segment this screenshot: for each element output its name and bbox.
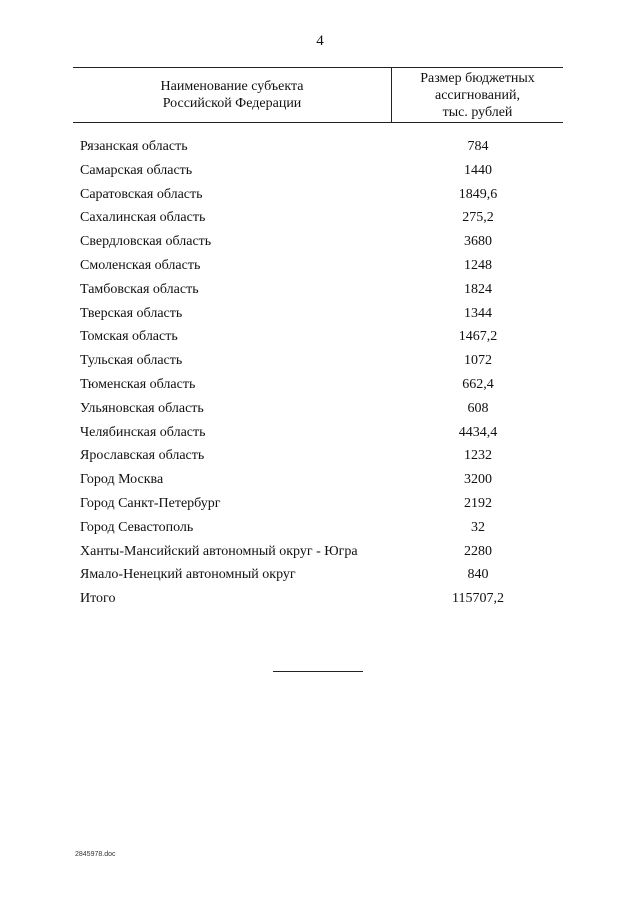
subject-name: Ямало-Ненецкий автономный округ	[80, 567, 296, 583]
budget-value: 1824	[464, 281, 492, 297]
subject-name: Челябинская область	[80, 424, 206, 440]
table-row	[0, 470, 640, 494]
column-header-budget-line: ассигнований,	[435, 88, 520, 103]
table-row	[0, 280, 640, 304]
table-row	[0, 327, 640, 351]
subject-name: Тюменская область	[80, 376, 196, 392]
budget-value: 32	[471, 519, 485, 535]
table-row	[0, 208, 640, 232]
table-row	[0, 565, 640, 589]
subject-name: Самарская область	[80, 162, 193, 178]
subject-name: Тульская область	[80, 353, 183, 369]
table-row	[0, 542, 640, 566]
subject-name: Ульяновская область	[80, 400, 204, 416]
column-header-subject	[73, 78, 391, 112]
subject-name: Смоленская область	[80, 257, 201, 273]
table-row	[0, 185, 640, 209]
column-header-budget-line: Размер бюджетных	[420, 71, 535, 86]
budget-value: 1232	[464, 448, 492, 464]
table-header-bottom-rule	[73, 122, 563, 123]
table-row	[0, 351, 640, 375]
budget-value: 4434,4	[458, 424, 498, 440]
table-row	[0, 518, 640, 542]
subject-name: Томская область	[80, 329, 178, 345]
subject-name: Город Санкт-Петербург	[80, 495, 221, 511]
subject-name: Город Москва	[80, 472, 164, 488]
budget-value: 2192	[464, 495, 492, 511]
budget-value: 1849,6	[458, 186, 498, 202]
table-row	[0, 375, 640, 399]
subject-name: Саратовская область	[80, 186, 203, 202]
column-header-budget	[392, 70, 563, 121]
budget-value: 608	[467, 400, 489, 416]
subject-name: Рязанская область	[80, 139, 188, 154]
budget-value: 3200	[464, 472, 492, 488]
page-number: 4	[316, 33, 324, 49]
subject-name: Свердловская область	[80, 234, 212, 250]
table-top-rule	[73, 67, 563, 68]
total-row	[0, 589, 640, 613]
budget-value: 1467,2	[458, 329, 498, 345]
budget-value: 1344	[464, 305, 492, 321]
table-row	[0, 494, 640, 518]
budget-value: 840	[467, 567, 489, 583]
budget-value: 3680	[464, 234, 492, 250]
column-header-budget-line: тыс. рублей	[442, 105, 513, 120]
subject-name: Ярославская область	[80, 448, 205, 464]
table-row	[0, 232, 640, 256]
subject-name: Тамбовская область	[80, 281, 199, 297]
column-header-subject-line: Российской Федерации	[162, 96, 302, 111]
budget-value: 2280	[464, 543, 492, 559]
table-body	[0, 137, 640, 613]
subject-name: Тверская область	[80, 305, 183, 321]
budget-value: 662,4	[462, 376, 494, 392]
subject-name: Город Севастополь	[80, 519, 194, 535]
budget-value: 784	[467, 139, 489, 154]
end-of-document-rule	[273, 671, 363, 672]
table-row	[0, 137, 640, 161]
column-header-subject-line: Наименование субъекта	[160, 79, 304, 94]
table-row	[0, 304, 640, 328]
subject-name: Сахалинская область	[80, 210, 206, 226]
document-code: 2845978.doc	[75, 851, 116, 858]
table-row	[0, 446, 640, 470]
subject-name: Ханты-Мансийский автономный округ - Югра	[80, 543, 358, 559]
table-row	[0, 423, 640, 447]
total-value: 115707,2	[452, 591, 504, 607]
total-label: Итого	[80, 591, 116, 607]
table-row	[0, 256, 640, 280]
table-row	[0, 161, 640, 185]
budget-value: 1248	[464, 257, 492, 273]
budget-value: 1440	[464, 162, 492, 178]
table-row	[0, 399, 640, 423]
budget-value: 1072	[464, 353, 492, 369]
budget-value: 275,2	[462, 210, 494, 226]
